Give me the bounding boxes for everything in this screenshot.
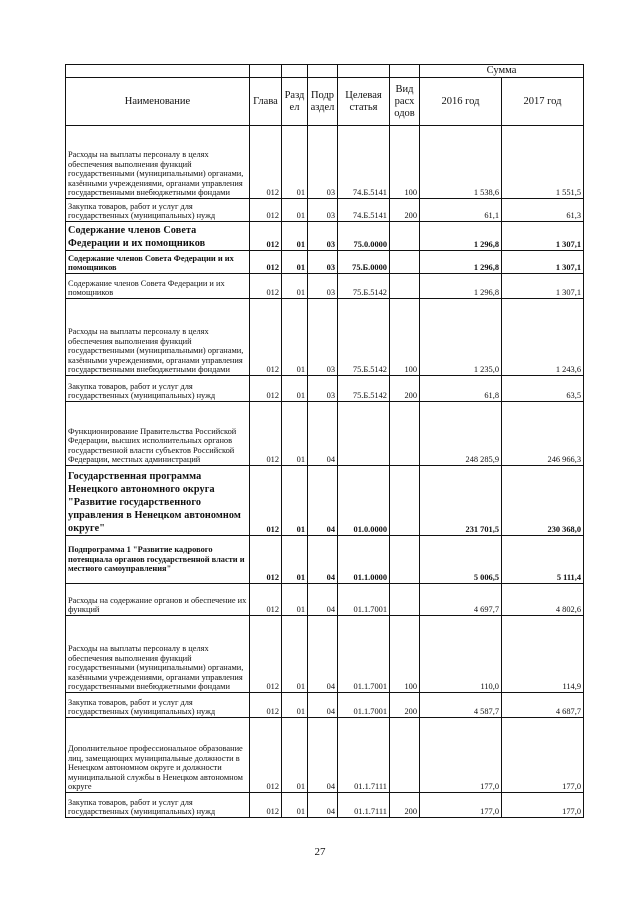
row-name: Подпрограмма 1 "Развитие кадрового потенциала органов государственной власти и местного самоуправления"	[66, 536, 250, 584]
row-target: 75.Б.0000	[338, 251, 390, 274]
header-glava: Глава	[250, 78, 282, 126]
row-target: 74.Б.5141	[338, 126, 390, 199]
row-name: Функционирование Правительства Российской Федерации, высших исполнительных органов государственной власти субъектов Российской Федерации, местных администраций	[66, 402, 250, 466]
row-target: 75.0.0000	[338, 222, 390, 251]
row-razdel: 01	[282, 584, 308, 616]
row-podrazdel: 03	[308, 222, 338, 251]
row-2016: 231 701,5	[420, 466, 502, 536]
row-target: 01.1.7001	[338, 693, 390, 718]
row-razdel: 01	[282, 718, 308, 793]
row-glava: 012	[250, 536, 282, 584]
header-vid: Вид расх одов	[390, 78, 420, 126]
header-empty	[308, 65, 338, 78]
row-razdel: 01	[282, 402, 308, 466]
row-vid	[390, 251, 420, 274]
header-empty	[338, 65, 390, 78]
row-2016: 1 296,8	[420, 222, 502, 251]
row-podrazdel: 03	[308, 126, 338, 199]
row-razdel: 01	[282, 793, 308, 818]
row-name: Расходы на выплаты персоналу в целях обеспечения выполнения функций государственными (муниципальными) органами, казёнными учреждениями, органами управления государственными внебюджетными фондами	[66, 126, 250, 199]
row-razdel: 01	[282, 693, 308, 718]
row-target: 01.1.7111	[338, 793, 390, 818]
row-vid: 200	[390, 693, 420, 718]
row-target: 01.0.0000	[338, 466, 390, 536]
row-glava: 012	[250, 402, 282, 466]
row-razdel: 01	[282, 274, 308, 299]
row-2016: 1 296,8	[420, 251, 502, 274]
row-2016: 4 697,7	[420, 584, 502, 616]
row-glava: 012	[250, 299, 282, 376]
row-vid	[390, 718, 420, 793]
row-2017: 1 243,6	[502, 299, 584, 376]
row-2017: 246 966,3	[502, 402, 584, 466]
row-2016: 4 587,7	[420, 693, 502, 718]
row-target: 01.1.7111	[338, 718, 390, 793]
row-glava: 012	[250, 718, 282, 793]
row-name: Закупка товаров, работ и услуг для государственных (муниципальных) нужд	[66, 376, 250, 402]
row-2016: 1 296,8	[420, 274, 502, 299]
row-2016: 177,0	[420, 793, 502, 818]
row-name: Содержание членов Совета Федерации и их помощников	[66, 251, 250, 274]
row-name: Государственная программа Ненецкого автономного округа "Развитие государственного управления в Ненецком автономном округе"	[66, 466, 250, 536]
row-2017: 1 307,1	[502, 222, 584, 251]
table-header	[66, 65, 584, 126]
row-2017: 1 307,1	[502, 274, 584, 299]
row-glava: 012	[250, 222, 282, 251]
row-target: 75.Б.5142	[338, 299, 390, 376]
row-glava: 012	[250, 693, 282, 718]
row-glava: 012	[250, 376, 282, 402]
row-razdel: 01	[282, 199, 308, 222]
row-glava: 012	[250, 584, 282, 616]
row-vid	[390, 402, 420, 466]
row-razdel: 01	[282, 126, 308, 199]
row-razdel: 01	[282, 376, 308, 402]
row-podrazdel: 03	[308, 199, 338, 222]
row-vid: 100	[390, 616, 420, 693]
row-2017: 4 802,6	[502, 584, 584, 616]
row-name: Содержание членов Совета Федерации и их помощников	[66, 222, 250, 251]
row-glava: 012	[250, 616, 282, 693]
row-2017: 61,3	[502, 199, 584, 222]
row-vid: 100	[390, 299, 420, 376]
row-2017: 4 687,7	[502, 693, 584, 718]
row-vid	[390, 466, 420, 536]
row-name: Закупка товаров, работ и услуг для государственных (муниципальных) нужд	[66, 693, 250, 718]
header-empty	[66, 65, 250, 78]
row-name: Расходы на содержание органов и обеспечение их функций	[66, 584, 250, 616]
row-vid	[390, 536, 420, 584]
row-razdel: 01	[282, 222, 308, 251]
header-empty	[390, 65, 420, 78]
row-vid	[390, 584, 420, 616]
row-target: 01.1.7001	[338, 616, 390, 693]
header-target: Целевая статья	[338, 78, 390, 126]
row-2017: 63,5	[502, 376, 584, 402]
row-razdel: 01	[282, 466, 308, 536]
row-2017: 5 111,4	[502, 536, 584, 584]
row-2016: 248 285,9	[420, 402, 502, 466]
row-target	[338, 402, 390, 466]
row-name: Расходы на выплаты персоналу в целях обеспечения выполнения функций государственными (муниципальными) органами, казёнными учреждениями, органами управления государственными внебюджетными фондами	[66, 616, 250, 693]
row-2016: 1 538,6	[420, 126, 502, 199]
row-vid: 200	[390, 793, 420, 818]
row-glava: 012	[250, 274, 282, 299]
row-vid	[390, 222, 420, 251]
row-razdel: 01	[282, 251, 308, 274]
row-2017: 177,0	[502, 718, 584, 793]
row-2017: 177,0	[502, 793, 584, 818]
header-empty	[282, 65, 308, 78]
row-name: Закупка товаров, работ и услуг для государственных (муниципальных) нужд	[66, 793, 250, 818]
header-2017: 2017 год	[502, 78, 584, 126]
row-2016: 61,1	[420, 199, 502, 222]
row-glava: 012	[250, 251, 282, 274]
row-2017: 114,9	[502, 616, 584, 693]
row-2016: 110,0	[420, 616, 502, 693]
page-number: 27	[314, 846, 326, 858]
row-podrazdel: 03	[308, 274, 338, 299]
header-name: Наименование	[66, 78, 250, 126]
row-name: Дополнительное профессиональное образование лиц, замещающих муниципальные должности в Ненецком автономном округе и должности муниципальной службы в Ненецком автономном округе	[66, 718, 250, 793]
row-vid: 200	[390, 199, 420, 222]
header-empty	[250, 65, 282, 78]
row-podrazdel: 04	[308, 793, 338, 818]
row-glava: 012	[250, 793, 282, 818]
row-podrazdel: 04	[308, 536, 338, 584]
row-podrazdel: 03	[308, 376, 338, 402]
header-razdel: Разд ел	[282, 78, 308, 126]
row-podrazdel: 04	[308, 584, 338, 616]
row-2016: 177,0	[420, 718, 502, 793]
row-podrazdel: 04	[308, 693, 338, 718]
row-podrazdel: 03	[308, 251, 338, 274]
row-2017: 1 551,5	[502, 126, 584, 199]
row-target: 75.Б.5142	[338, 274, 390, 299]
row-target: 01.1.7001	[338, 584, 390, 616]
row-name: Содержание членов Совета Федерации и их помощников	[66, 274, 250, 299]
header-2016: 2016 год	[420, 78, 502, 126]
row-podrazdel: 03	[308, 299, 338, 376]
row-vid	[390, 274, 420, 299]
row-razdel: 01	[282, 536, 308, 584]
row-2017: 230 368,0	[502, 466, 584, 536]
row-2016: 61,8	[420, 376, 502, 402]
row-glava: 012	[250, 466, 282, 536]
row-razdel: 01	[282, 299, 308, 376]
row-podrazdel: 04	[308, 718, 338, 793]
budget-table	[65, 64, 584, 818]
row-target: 74.Б.5141	[338, 199, 390, 222]
row-vid: 200	[390, 376, 420, 402]
row-podrazdel: 04	[308, 402, 338, 466]
row-name: Закупка товаров, работ и услуг для государственных (муниципальных) нужд	[66, 199, 250, 222]
row-glava: 012	[250, 126, 282, 199]
row-2016: 5 006,5	[420, 536, 502, 584]
row-target: 75.Б.5142	[338, 376, 390, 402]
row-podrazdel: 04	[308, 466, 338, 536]
row-2017: 1 307,1	[502, 251, 584, 274]
header-sum: Сумма	[420, 65, 584, 78]
row-glava: 012	[250, 199, 282, 222]
row-target: 01.1.0000	[338, 536, 390, 584]
row-podrazdel: 04	[308, 616, 338, 693]
row-2016: 1 235,0	[420, 299, 502, 376]
row-razdel: 01	[282, 616, 308, 693]
row-name: Расходы на выплаты персоналу в целях обеспечения выполнения функций государственными (муниципальными) органами, казёнными учреждениями, органами управления государственными внебюджетными фондами	[66, 299, 250, 376]
header-podrazdel: Подр аздел	[308, 78, 338, 126]
row-vid: 100	[390, 126, 420, 199]
